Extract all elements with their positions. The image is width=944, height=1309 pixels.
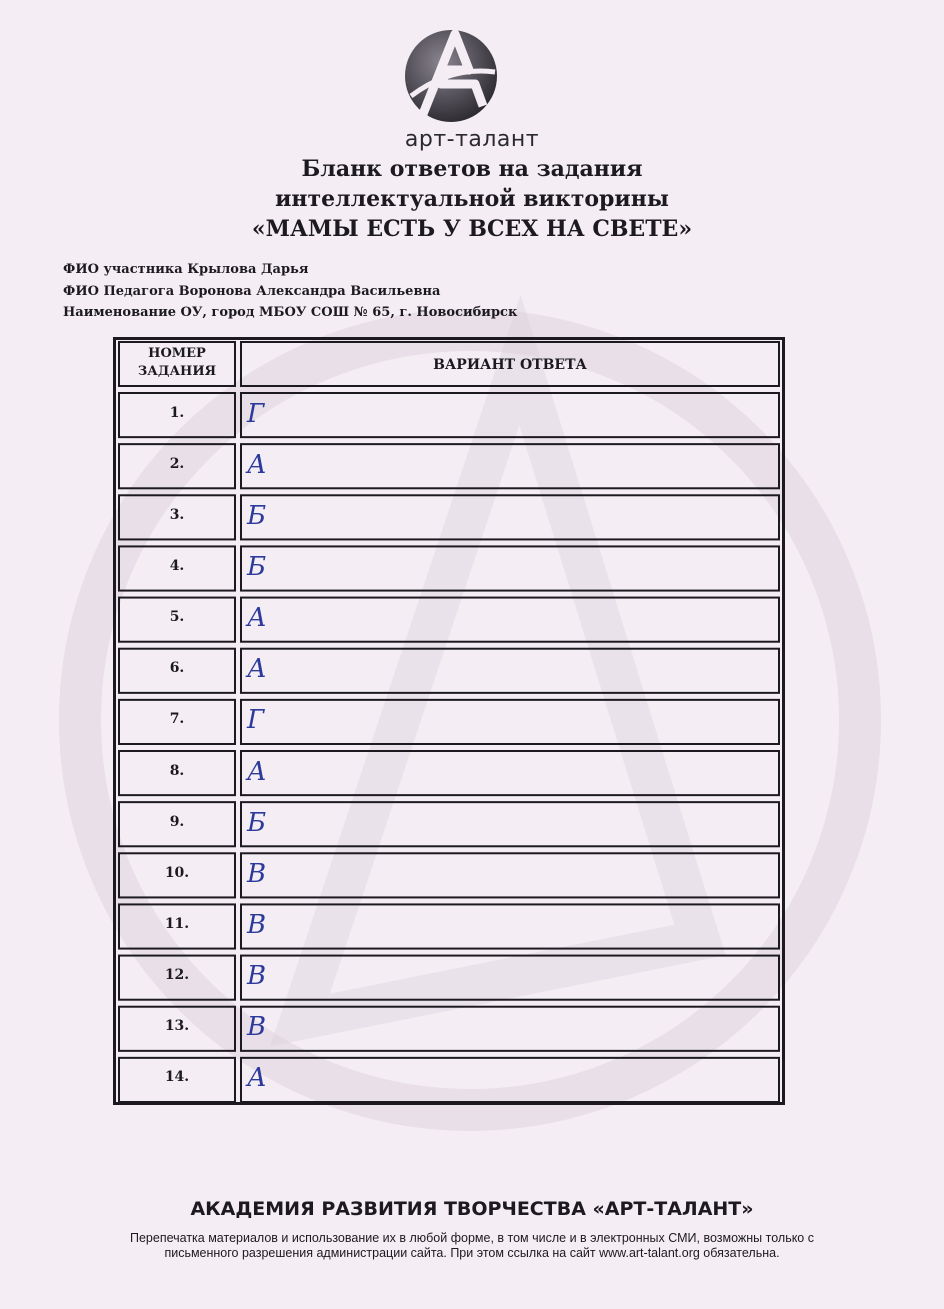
header-answer-column: ВАРИАНТ ОТВЕТА bbox=[433, 357, 587, 373]
answer-cell-6 bbox=[241, 649, 779, 693]
answer-cell-13 bbox=[241, 1007, 779, 1051]
teacher-name: ФИО Педагога Воронова Александра Васильевна bbox=[63, 284, 441, 299]
task-number-7: 7. bbox=[169, 711, 185, 728]
page-title-line2: интеллектуальной викторины bbox=[275, 186, 669, 212]
header-number-line2: ЗАДАНИЯ bbox=[137, 364, 217, 379]
answer-cell-9 bbox=[241, 802, 779, 846]
answer-cell-2 bbox=[241, 444, 779, 488]
handwritten-answer-8: А bbox=[247, 756, 267, 787]
participant-name: ФИО участника Крылова Дарья bbox=[63, 262, 309, 277]
answer-cell-3 bbox=[241, 495, 779, 539]
answer-table bbox=[113, 337, 785, 1105]
handwritten-answer-5: А bbox=[247, 603, 267, 634]
answer-cell-14 bbox=[241, 1058, 779, 1102]
handwritten-answer-13: В bbox=[247, 1012, 267, 1043]
task-number-2: 2. bbox=[169, 455, 185, 472]
answer-cell-1 bbox=[241, 393, 779, 437]
answer-cell-10 bbox=[241, 853, 779, 897]
task-number-10: 10. bbox=[164, 864, 190, 881]
brand-name: арт-талант bbox=[404, 127, 540, 152]
task-number-6: 6. bbox=[169, 660, 185, 677]
art-talant-logo-icon bbox=[403, 26, 499, 126]
task-number-3: 3. bbox=[169, 506, 185, 523]
handwritten-answer-6: А bbox=[247, 654, 267, 685]
answer-cell-8 bbox=[241, 751, 779, 795]
handwritten-answer-14: А bbox=[247, 1063, 267, 1094]
task-number-4: 4. bbox=[169, 558, 185, 574]
header-number-column bbox=[119, 345, 235, 381]
header-number-line1: НОМЕР bbox=[148, 346, 206, 361]
handwritten-answer-1: Г bbox=[247, 398, 265, 429]
school-name: Наименование ОУ, город МБОУ СОШ № 65, г. Новосибирск bbox=[63, 305, 518, 320]
handwritten-answer-12: В bbox=[247, 961, 267, 992]
handwritten-answer-4: Б bbox=[247, 552, 267, 582]
answer-cell-4 bbox=[241, 546, 779, 590]
task-number-5: 5. bbox=[169, 609, 185, 626]
answer-cell-12 bbox=[241, 956, 779, 1000]
handwritten-answer-7: Г bbox=[247, 705, 265, 736]
page-title-line1: Бланк ответов на задания bbox=[301, 156, 643, 182]
footer-note-line2: письменного разрешения администрации сайта. При этом ссылка на сайт www.art-talant.org обязательна. bbox=[164, 1246, 780, 1260]
task-number-9: 9. bbox=[169, 813, 185, 830]
handwritten-answer-3: Б bbox=[247, 500, 267, 531]
handwritten-answer-2: А bbox=[247, 449, 267, 480]
answer-cell-7 bbox=[241, 700, 779, 744]
handwritten-answer-10: В bbox=[247, 858, 267, 889]
task-number-12: 12. bbox=[164, 967, 190, 984]
handwritten-answer-9: Б bbox=[247, 807, 267, 838]
footer-title: АКАДЕМИЯ РАЗВИТИЯ ТВОРЧЕСТВА «АРТ-ТАЛАНТ» bbox=[190, 1198, 754, 1220]
task-number-11: 11. bbox=[164, 916, 190, 932]
answer-cell-5 bbox=[241, 598, 779, 642]
handwritten-answer-11: В bbox=[247, 910, 267, 940]
task-number-14: 14. bbox=[164, 1069, 190, 1086]
page-title-line3: «МАМЫ ЕСТЬ У ВСЕХ НА СВЕТЕ» bbox=[251, 216, 693, 242]
task-number-8: 8. bbox=[169, 762, 185, 779]
footer-note-line1: Перепечатка материалов и использование их в любой форме, в том числе и в электронных СМИ, возможны только с bbox=[129, 1231, 814, 1245]
answer-cell-11 bbox=[241, 904, 779, 948]
task-number-13: 13. bbox=[164, 1018, 190, 1035]
task-number-1: 1. bbox=[169, 404, 185, 421]
